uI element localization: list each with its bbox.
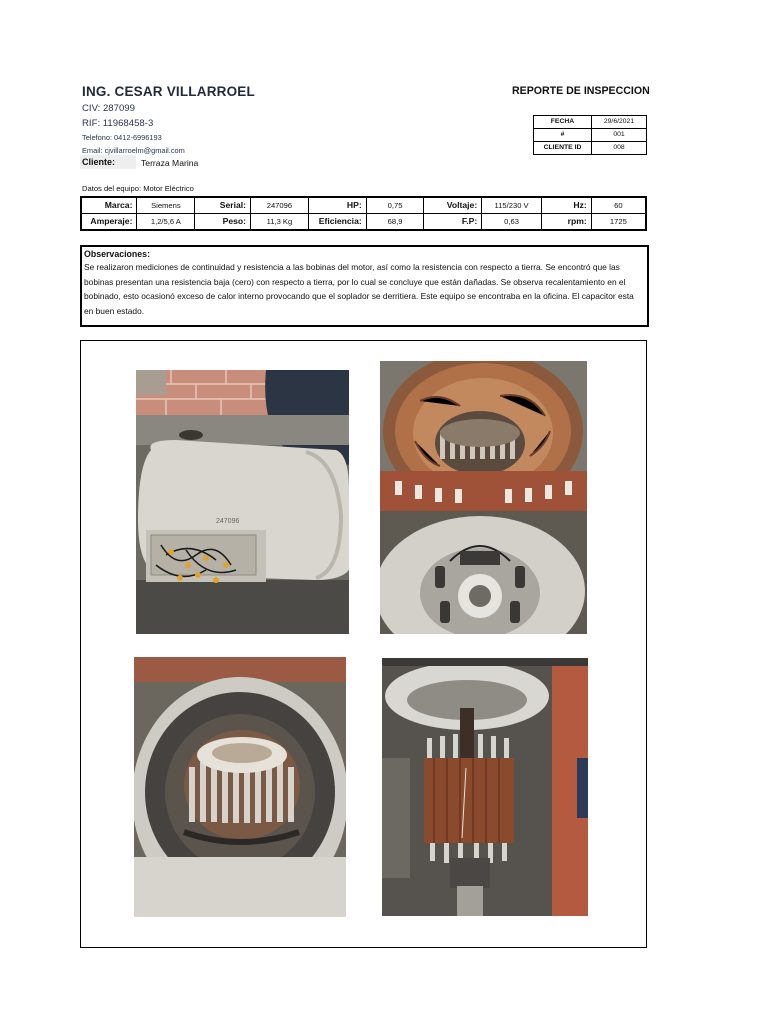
phone-number: Telefono: 0412-6996193 xyxy=(82,133,162,142)
meta-row-number xyxy=(534,129,647,142)
spec-label: Amperaje: xyxy=(81,214,137,231)
equipment-label: Datos del equipo: Motor Eléctrico xyxy=(82,184,194,193)
spec-value: 60 xyxy=(591,197,646,214)
spec-value: 0,63 xyxy=(482,214,542,231)
specs-row xyxy=(81,214,646,231)
photo-stator-winding xyxy=(134,657,346,917)
meta-value: 29/6/2021 xyxy=(592,116,647,129)
spec-label: Eficiencia: xyxy=(308,214,366,231)
email-address: Email: cjvillarroelm@gmail.com xyxy=(82,146,185,155)
spec-label: Marca: xyxy=(81,197,137,214)
equipment-specs-table xyxy=(80,196,647,231)
spec-label: Serial: xyxy=(195,197,251,214)
spec-value: Siemens xyxy=(137,197,195,214)
photo-stator-and-end-bell xyxy=(380,361,587,634)
spec-value: 1,2/5,6 A xyxy=(137,214,195,231)
photo-motor-exterior xyxy=(136,370,349,634)
meta-key: FECHA xyxy=(534,116,592,129)
report-meta-table xyxy=(533,115,647,155)
client-label: Cliente: xyxy=(82,157,116,167)
spec-label: Hz: xyxy=(541,197,591,214)
observations-text: Se realizaron mediciones de continuidad y resistencia a las bobinas del motor, así como la resistencia con respecto a tierra. Se encontró que las bobinas presentan una resistencia baja (cero) con respecto a tierra, por lo cual se concluye que están dañadas. Se observa recalentamiento en el bobinado, esto ocasionó exceso de calor interno provocando que el soplador se derritiera. Este equipo se encontraba en la oficina. El capacitor esta en buen estado. xyxy=(84,262,634,316)
photo-rotor xyxy=(382,658,588,916)
spec-value: 11,3 Kg xyxy=(251,214,309,231)
meta-row-client-id xyxy=(534,142,647,155)
meta-key: # xyxy=(534,129,592,142)
meta-value: 001 xyxy=(592,129,647,142)
spec-label: Voltaje: xyxy=(424,197,482,214)
spec-label: Peso: xyxy=(195,214,251,231)
spec-label: HP: xyxy=(308,197,366,214)
spec-value: 115/230 V xyxy=(482,197,542,214)
photo-serial-stamp: 247096 xyxy=(216,518,240,525)
rif-number: RIF: 11968458-3 xyxy=(82,118,154,129)
specs-row xyxy=(81,197,646,214)
observations-box xyxy=(80,245,649,327)
meta-value: 008 xyxy=(592,142,647,155)
meta-key: CLIENTE ID xyxy=(534,142,592,155)
spec-value: 247096 xyxy=(251,197,309,214)
engineer-name: ING. CESAR VILLARROEL xyxy=(82,84,255,99)
spec-value: 68,9 xyxy=(366,214,424,231)
spec-label: rpm: xyxy=(541,214,591,231)
client-value: Terraza Marina xyxy=(141,158,199,168)
observations-title: Observaciones: xyxy=(84,249,151,259)
spec-value: 0,75 xyxy=(366,197,424,214)
spec-value: 1725 xyxy=(591,214,646,231)
meta-row-fecha xyxy=(534,116,647,129)
civ-number: CIV: 287099 xyxy=(82,103,135,114)
report-title: REPORTE DE INSPECCION xyxy=(512,85,650,97)
spec-label: F.P: xyxy=(424,214,482,231)
